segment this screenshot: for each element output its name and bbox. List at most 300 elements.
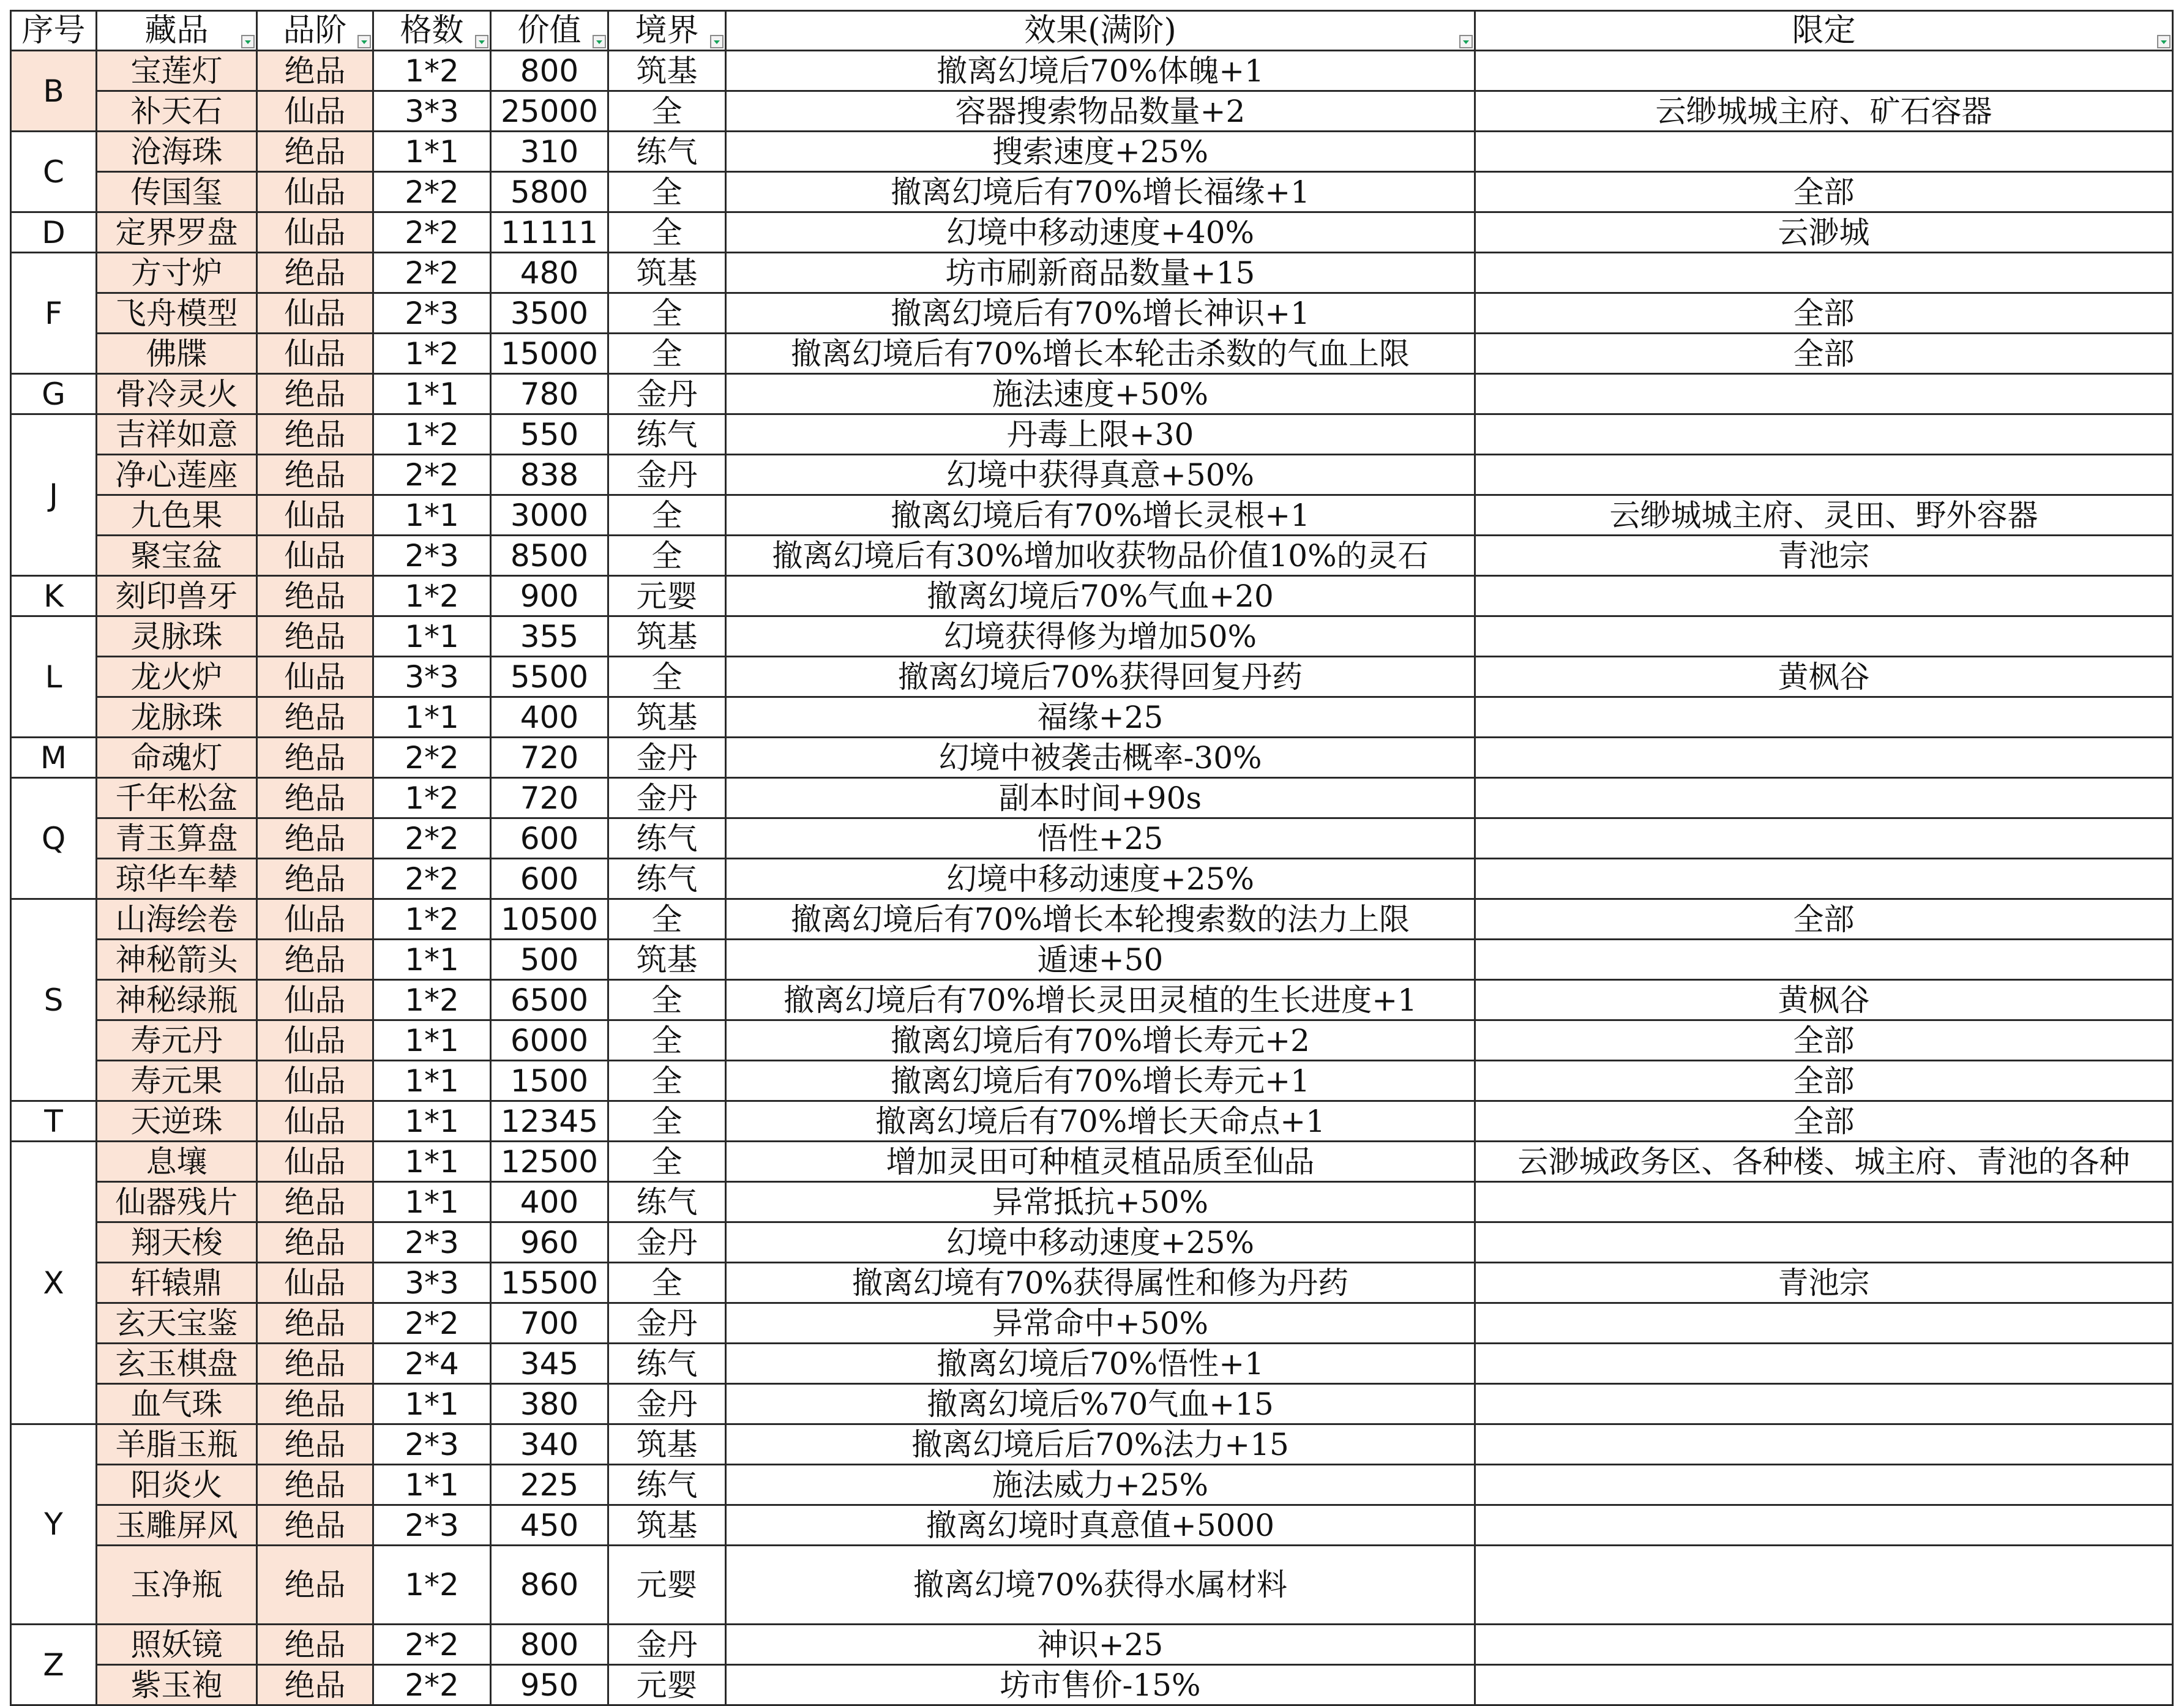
group-letter-cell[interactable]: M [11, 738, 97, 778]
value-cell[interactable]: 900 [491, 576, 608, 616]
realm-cell[interactable]: 全 [608, 212, 726, 253]
item-cell[interactable]: 玄玉棋盘 [97, 1344, 257, 1384]
item-cell[interactable]: 宝莲灯 [97, 51, 257, 91]
group-letter-cell[interactable]: Z [11, 1625, 97, 1705]
group-letter-cell[interactable]: B [11, 51, 97, 132]
value-cell[interactable]: 15500 [491, 1263, 608, 1303]
effect-cell[interactable]: 撤离幻境后有70%增长神识+1 [726, 293, 1475, 334]
column-header-limit[interactable] [1475, 11, 2173, 51]
tier-cell[interactable]: 仙品 [257, 1263, 373, 1303]
effect-cell[interactable]: 幻境中移动速度+25% [726, 859, 1475, 899]
tier-cell[interactable]: 绝品 [257, 1424, 373, 1465]
grid-cell[interactable]: 2*4 [373, 1344, 491, 1384]
group-letter-cell[interactable]: J [11, 414, 97, 576]
grid-cell[interactable]: 1*2 [373, 1546, 491, 1625]
value-cell[interactable]: 340 [491, 1424, 608, 1465]
grid-cell[interactable]: 2*2 [373, 1303, 491, 1344]
value-cell[interactable]: 225 [491, 1465, 608, 1505]
tier-cell[interactable]: 绝品 [257, 1344, 373, 1384]
grid-cell[interactable]: 1*1 [373, 616, 491, 657]
limit-cell[interactable] [1475, 374, 2173, 414]
group-letter-cell[interactable]: Y [11, 1424, 97, 1625]
effect-cell[interactable]: 搜索速度+25% [726, 132, 1475, 172]
grid-cell[interactable]: 3*3 [373, 91, 491, 132]
value-cell[interactable]: 600 [491, 859, 608, 899]
item-cell[interactable]: 玉净瓶 [97, 1546, 257, 1625]
effect-cell[interactable]: 副本时间+90s [726, 778, 1475, 818]
value-cell[interactable]: 400 [491, 697, 608, 738]
value-cell[interactable]: 3500 [491, 293, 608, 334]
item-cell[interactable]: 紫玉袍 [97, 1665, 257, 1705]
limit-cell[interactable] [1475, 697, 2173, 738]
realm-cell[interactable]: 练气 [608, 859, 726, 899]
limit-cell[interactable] [1475, 940, 2173, 980]
effect-cell[interactable]: 坊市售价-15% [726, 1665, 1475, 1705]
value-cell[interactable]: 780 [491, 374, 608, 414]
item-cell[interactable]: 玄天宝鉴 [97, 1303, 257, 1344]
grid-cell[interactable]: 2*3 [373, 1424, 491, 1465]
grid-cell[interactable]: 2*3 [373, 536, 491, 576]
item-cell[interactable]: 补天石 [97, 91, 257, 132]
item-cell[interactable]: 定界罗盘 [97, 212, 257, 253]
realm-cell[interactable]: 全 [608, 172, 726, 212]
value-cell[interactable]: 5800 [491, 172, 608, 212]
realm-cell[interactable]: 练气 [608, 132, 726, 172]
realm-cell[interactable]: 筑基 [608, 1505, 726, 1546]
value-cell[interactable]: 345 [491, 1344, 608, 1384]
group-letter-cell[interactable]: T [11, 1101, 97, 1142]
effect-cell[interactable]: 撤离幻境后有70%增长本轮搜索数的法力上限 [726, 899, 1475, 940]
tier-cell[interactable]: 绝品 [257, 576, 373, 616]
tier-cell[interactable]: 仙品 [257, 293, 373, 334]
grid-cell[interactable]: 2*2 [373, 738, 491, 778]
value-cell[interactable]: 500 [491, 940, 608, 980]
item-cell[interactable]: 吉祥如意 [97, 414, 257, 455]
group-letter-cell[interactable]: X [11, 1142, 97, 1424]
value-cell[interactable]: 10500 [491, 899, 608, 940]
limit-cell[interactable]: 全部 [1475, 1061, 2173, 1101]
effect-cell[interactable]: 幻境获得修为增加50% [726, 616, 1475, 657]
column-header-tier[interactable] [257, 11, 373, 51]
realm-cell[interactable]: 筑基 [608, 697, 726, 738]
filter-dropdown-icon[interactable] [357, 35, 371, 48]
realm-cell[interactable]: 金丹 [608, 1303, 726, 1344]
item-cell[interactable]: 羊脂玉瓶 [97, 1424, 257, 1465]
filter-dropdown-icon[interactable] [593, 35, 606, 48]
realm-cell[interactable]: 全 [608, 293, 726, 334]
column-header-item[interactable] [97, 11, 257, 51]
limit-cell[interactable]: 全部 [1475, 172, 2173, 212]
item-cell[interactable]: 刻印兽牙 [97, 576, 257, 616]
tier-cell[interactable]: 仙品 [257, 899, 373, 940]
limit-cell[interactable]: 云渺城 [1475, 212, 2173, 253]
grid-cell[interactable]: 3*3 [373, 1263, 491, 1303]
value-cell[interactable]: 860 [491, 1546, 608, 1625]
filter-dropdown-icon[interactable] [2157, 35, 2171, 48]
item-cell[interactable]: 翔天梭 [97, 1222, 257, 1263]
limit-cell[interactable]: 青池宗 [1475, 1263, 2173, 1303]
tier-cell[interactable]: 绝品 [257, 1303, 373, 1344]
tier-cell[interactable]: 绝品 [257, 697, 373, 738]
item-cell[interactable]: 玉雕屏风 [97, 1505, 257, 1546]
tier-cell[interactable]: 绝品 [257, 940, 373, 980]
effect-cell[interactable]: 撤离幻境后70%气血+20 [726, 576, 1475, 616]
item-cell[interactable]: 仙器残片 [97, 1182, 257, 1222]
item-cell[interactable]: 飞舟模型 [97, 293, 257, 334]
value-cell[interactable]: 700 [491, 1303, 608, 1344]
limit-cell[interactable]: 全部 [1475, 334, 2173, 374]
realm-cell[interactable]: 元婴 [608, 1665, 726, 1705]
effect-cell[interactable]: 撤离幻境后有70%增长天命点+1 [726, 1101, 1475, 1142]
value-cell[interactable]: 960 [491, 1222, 608, 1263]
effect-cell[interactable]: 异常命中+50% [726, 1303, 1475, 1344]
effect-cell[interactable]: 悟性+25 [726, 818, 1475, 859]
limit-cell[interactable] [1475, 1344, 2173, 1384]
realm-cell[interactable]: 金丹 [608, 778, 726, 818]
group-letter-cell[interactable]: K [11, 576, 97, 616]
value-cell[interactable]: 310 [491, 132, 608, 172]
item-cell[interactable]: 龙脉珠 [97, 697, 257, 738]
item-cell[interactable]: 灵脉珠 [97, 616, 257, 657]
limit-cell[interactable] [1475, 818, 2173, 859]
limit-cell[interactable]: 全部 [1475, 899, 2173, 940]
effect-cell[interactable]: 异常抵抗+50% [726, 1182, 1475, 1222]
effect-cell[interactable]: 容器搜索物品数量+2 [726, 91, 1475, 132]
realm-cell[interactable]: 全 [608, 334, 726, 374]
value-cell[interactable]: 12345 [491, 1101, 608, 1142]
grid-cell[interactable]: 1*1 [373, 1384, 491, 1424]
tier-cell[interactable]: 绝品 [257, 1505, 373, 1546]
effect-cell[interactable]: 丹毒上限+30 [726, 414, 1475, 455]
effect-cell[interactable]: 撤离幻境后%70气血+15 [726, 1384, 1475, 1424]
realm-cell[interactable]: 全 [608, 495, 726, 536]
tier-cell[interactable]: 绝品 [257, 778, 373, 818]
value-cell[interactable]: 6500 [491, 980, 608, 1020]
limit-cell[interactable] [1475, 1384, 2173, 1424]
limit-cell[interactable] [1475, 253, 2173, 293]
tier-cell[interactable]: 仙品 [257, 1142, 373, 1182]
value-cell[interactable]: 800 [491, 51, 608, 91]
grid-cell[interactable]: 1*2 [373, 899, 491, 940]
limit-cell[interactable] [1475, 1222, 2173, 1263]
item-cell[interactable]: 净心莲座 [97, 455, 257, 495]
value-cell[interactable]: 380 [491, 1384, 608, 1424]
value-cell[interactable]: 1500 [491, 1061, 608, 1101]
limit-cell[interactable] [1475, 1505, 2173, 1546]
value-cell[interactable]: 400 [491, 1182, 608, 1222]
value-cell[interactable]: 3000 [491, 495, 608, 536]
effect-cell[interactable]: 施法速度+50% [726, 374, 1475, 414]
item-cell[interactable]: 传国玺 [97, 172, 257, 212]
grid-cell[interactable]: 1*1 [373, 1020, 491, 1061]
tier-cell[interactable]: 仙品 [257, 172, 373, 212]
limit-cell[interactable] [1475, 1465, 2173, 1505]
item-cell[interactable]: 沧海珠 [97, 132, 257, 172]
realm-cell[interactable]: 全 [608, 899, 726, 940]
item-cell[interactable]: 天逆珠 [97, 1101, 257, 1142]
tier-cell[interactable]: 仙品 [257, 657, 373, 697]
tier-cell[interactable]: 仙品 [257, 980, 373, 1020]
realm-cell[interactable]: 练气 [608, 1465, 726, 1505]
limit-cell[interactable]: 全部 [1475, 1101, 2173, 1142]
grid-cell[interactable]: 1*1 [373, 1465, 491, 1505]
item-cell[interactable]: 佛牒 [97, 334, 257, 374]
effect-cell[interactable]: 撤离幻境后有30%增加收获物品价值10%的灵石 [726, 536, 1475, 576]
tier-cell[interactable]: 绝品 [257, 1546, 373, 1625]
realm-cell[interactable]: 筑基 [608, 940, 726, 980]
tier-cell[interactable]: 绝品 [257, 1465, 373, 1505]
limit-cell[interactable] [1475, 414, 2173, 455]
realm-cell[interactable]: 全 [608, 536, 726, 576]
filter-dropdown-icon[interactable] [1459, 35, 1473, 48]
effect-cell[interactable]: 撤离幻境后70%悟性+1 [726, 1344, 1475, 1384]
grid-cell[interactable]: 2*2 [373, 172, 491, 212]
column-header-grid[interactable] [373, 11, 491, 51]
effect-cell[interactable]: 神识+25 [726, 1625, 1475, 1665]
realm-cell[interactable]: 筑基 [608, 1424, 726, 1465]
value-cell[interactable]: 6000 [491, 1020, 608, 1061]
realm-cell[interactable]: 全 [608, 1101, 726, 1142]
item-cell[interactable]: 轩辕鼎 [97, 1263, 257, 1303]
value-cell[interactable]: 25000 [491, 91, 608, 132]
effect-cell[interactable]: 幻境中移动速度+25% [726, 1222, 1475, 1263]
grid-cell[interactable]: 2*2 [373, 1625, 491, 1665]
realm-cell[interactable]: 金丹 [608, 1625, 726, 1665]
item-cell[interactable]: 琼华车辇 [97, 859, 257, 899]
limit-cell[interactable] [1475, 132, 2173, 172]
limit-cell[interactable] [1475, 1424, 2173, 1465]
value-cell[interactable]: 550 [491, 414, 608, 455]
value-cell[interactable]: 838 [491, 455, 608, 495]
grid-cell[interactable]: 2*2 [373, 1665, 491, 1705]
limit-cell[interactable] [1475, 1182, 2173, 1222]
grid-cell[interactable]: 1*2 [373, 51, 491, 91]
effect-cell[interactable]: 施法威力+25% [726, 1465, 1475, 1505]
effect-cell[interactable]: 福缘+25 [726, 697, 1475, 738]
tier-cell[interactable]: 仙品 [257, 212, 373, 253]
tier-cell[interactable]: 绝品 [257, 1665, 373, 1705]
realm-cell[interactable]: 金丹 [608, 455, 726, 495]
item-cell[interactable]: 神秘箭头 [97, 940, 257, 980]
item-cell[interactable]: 方寸炉 [97, 253, 257, 293]
tier-cell[interactable]: 绝品 [257, 132, 373, 172]
group-letter-cell[interactable]: C [11, 132, 97, 212]
realm-cell[interactable]: 金丹 [608, 374, 726, 414]
realm-cell[interactable]: 全 [608, 1263, 726, 1303]
value-cell[interactable]: 720 [491, 778, 608, 818]
value-cell[interactable]: 800 [491, 1625, 608, 1665]
realm-cell[interactable]: 全 [608, 1020, 726, 1061]
grid-cell[interactable]: 2*3 [373, 1505, 491, 1546]
limit-cell[interactable]: 云缈城城主府、灵田、野外容器 [1475, 495, 2173, 536]
grid-cell[interactable]: 2*2 [373, 818, 491, 859]
effect-cell[interactable]: 撤离幻境后有70%增长寿元+1 [726, 1061, 1475, 1101]
realm-cell[interactable]: 筑基 [608, 51, 726, 91]
grid-cell[interactable]: 1*2 [373, 778, 491, 818]
tier-cell[interactable]: 绝品 [257, 1384, 373, 1424]
grid-cell[interactable]: 1*2 [373, 980, 491, 1020]
grid-cell[interactable]: 1*1 [373, 132, 491, 172]
item-cell[interactable]: 九色果 [97, 495, 257, 536]
grid-cell[interactable]: 1*1 [373, 495, 491, 536]
grid-cell[interactable]: 1*1 [373, 374, 491, 414]
item-cell[interactable]: 血气珠 [97, 1384, 257, 1424]
effect-cell[interactable]: 坊市刷新商品数量+15 [726, 253, 1475, 293]
item-cell[interactable]: 千年松盆 [97, 778, 257, 818]
limit-cell[interactable]: 全部 [1475, 293, 2173, 334]
tier-cell[interactable]: 仙品 [257, 91, 373, 132]
tier-cell[interactable]: 绝品 [257, 455, 373, 495]
tier-cell[interactable]: 绝品 [257, 51, 373, 91]
effect-cell[interactable]: 遁速+50 [726, 940, 1475, 980]
value-cell[interactable]: 8500 [491, 536, 608, 576]
tier-cell[interactable]: 仙品 [257, 1020, 373, 1061]
grid-cell[interactable]: 2*2 [373, 212, 491, 253]
tier-cell[interactable]: 仙品 [257, 334, 373, 374]
item-cell[interactable]: 寿元丹 [97, 1020, 257, 1061]
filter-dropdown-icon[interactable] [710, 35, 724, 48]
grid-cell[interactable]: 1*1 [373, 1061, 491, 1101]
item-cell[interactable]: 青玉算盘 [97, 818, 257, 859]
tier-cell[interactable]: 仙品 [257, 495, 373, 536]
realm-cell[interactable]: 全 [608, 91, 726, 132]
value-cell[interactable]: 950 [491, 1665, 608, 1705]
limit-cell[interactable] [1475, 51, 2173, 91]
item-cell[interactable]: 命魂灯 [97, 738, 257, 778]
effect-cell[interactable]: 撤离幻境70%获得水属材料 [726, 1546, 1475, 1625]
item-cell[interactable]: 照妖镜 [97, 1625, 257, 1665]
filter-dropdown-icon[interactable] [241, 35, 255, 48]
limit-cell[interactable] [1475, 859, 2173, 899]
tier-cell[interactable]: 仙品 [257, 1061, 373, 1101]
effect-cell[interactable]: 撤离幻境后有70%增长福缘+1 [726, 172, 1475, 212]
effect-cell[interactable]: 撤离幻境后有70%增长本轮击杀数的气血上限 [726, 334, 1475, 374]
column-header-effect[interactable] [726, 11, 1475, 51]
limit-cell[interactable]: 云渺城政务区、各种楼、城主府、青池的各种 [1475, 1142, 2173, 1182]
effect-cell[interactable]: 撤离幻境后后70%法力+15 [726, 1424, 1475, 1465]
limit-cell[interactable]: 云缈城城主府、矿石容器 [1475, 91, 2173, 132]
effect-cell[interactable]: 撤离幻境后70%体魄+1 [726, 51, 1475, 91]
limit-cell[interactable] [1475, 1303, 2173, 1344]
effect-cell[interactable]: 幻境中移动速度+40% [726, 212, 1475, 253]
realm-cell[interactable]: 练气 [608, 818, 726, 859]
grid-cell[interactable]: 2*3 [373, 293, 491, 334]
value-cell[interactable]: 355 [491, 616, 608, 657]
group-letter-cell[interactable]: S [11, 899, 97, 1101]
effect-cell[interactable]: 幻境中被袭击概率-30% [726, 738, 1475, 778]
value-cell[interactable]: 11111 [491, 212, 608, 253]
value-cell[interactable]: 15000 [491, 334, 608, 374]
effect-cell[interactable]: 撤离幻境后有70%增长寿元+2 [726, 1020, 1475, 1061]
item-cell[interactable]: 骨冷灵火 [97, 374, 257, 414]
realm-cell[interactable]: 练气 [608, 1182, 726, 1222]
grid-cell[interactable]: 1*1 [373, 1142, 491, 1182]
tier-cell[interactable]: 绝品 [257, 1222, 373, 1263]
tier-cell[interactable]: 仙品 [257, 536, 373, 576]
realm-cell[interactable]: 金丹 [608, 1384, 726, 1424]
effect-cell[interactable]: 撤离幻境后有70%增长灵田灵植的生长进度+1 [726, 980, 1475, 1020]
limit-cell[interactable] [1475, 616, 2173, 657]
limit-cell[interactable]: 黄枫谷 [1475, 980, 2173, 1020]
value-cell[interactable]: 12500 [491, 1142, 608, 1182]
grid-cell[interactable]: 1*1 [373, 940, 491, 980]
realm-cell[interactable]: 元婴 [608, 576, 726, 616]
value-cell[interactable]: 480 [491, 253, 608, 293]
grid-cell[interactable]: 3*3 [373, 657, 491, 697]
realm-cell[interactable]: 元婴 [608, 1546, 726, 1625]
tier-cell[interactable]: 绝品 [257, 1182, 373, 1222]
column-header-realm[interactable] [608, 11, 726, 51]
value-cell[interactable]: 720 [491, 738, 608, 778]
value-cell[interactable]: 5500 [491, 657, 608, 697]
tier-cell[interactable]: 仙品 [257, 1101, 373, 1142]
value-cell[interactable]: 600 [491, 818, 608, 859]
realm-cell[interactable]: 全 [608, 1142, 726, 1182]
grid-cell[interactable]: 2*2 [373, 455, 491, 495]
item-cell[interactable]: 聚宝盆 [97, 536, 257, 576]
realm-cell[interactable]: 金丹 [608, 1222, 726, 1263]
grid-cell[interactable]: 1*2 [373, 414, 491, 455]
item-cell[interactable]: 龙火炉 [97, 657, 257, 697]
column-header-value[interactable] [491, 11, 608, 51]
limit-cell[interactable] [1475, 1546, 2173, 1625]
group-letter-cell[interactable]: F [11, 253, 97, 374]
limit-cell[interactable] [1475, 738, 2173, 778]
group-letter-cell[interactable]: Q [11, 778, 97, 899]
tier-cell[interactable]: 绝品 [257, 818, 373, 859]
group-letter-cell[interactable]: L [11, 616, 97, 738]
effect-cell[interactable]: 撤离幻境时真意值+5000 [726, 1505, 1475, 1546]
grid-cell[interactable]: 2*2 [373, 253, 491, 293]
tier-cell[interactable]: 绝品 [257, 414, 373, 455]
effect-cell[interactable]: 撤离幻境有70%获得属性和修为丹药 [726, 1263, 1475, 1303]
limit-cell[interactable] [1475, 1625, 2173, 1665]
grid-cell[interactable]: 1*1 [373, 1101, 491, 1142]
limit-cell[interactable] [1475, 576, 2173, 616]
realm-cell[interactable]: 练气 [608, 414, 726, 455]
tier-cell[interactable]: 绝品 [257, 616, 373, 657]
realm-cell[interactable]: 筑基 [608, 253, 726, 293]
effect-cell[interactable]: 撤离幻境后有70%增长灵根+1 [726, 495, 1475, 536]
limit-cell[interactable] [1475, 455, 2173, 495]
tier-cell[interactable]: 绝品 [257, 738, 373, 778]
tier-cell[interactable]: 绝品 [257, 1625, 373, 1665]
group-letter-cell[interactable]: D [11, 212, 97, 253]
limit-cell[interactable] [1475, 778, 2173, 818]
grid-cell[interactable]: 2*3 [373, 1222, 491, 1263]
tier-cell[interactable]: 绝品 [257, 859, 373, 899]
value-cell[interactable]: 450 [491, 1505, 608, 1546]
effect-cell[interactable]: 增加灵田可种植灵植品质至仙品 [726, 1142, 1475, 1182]
group-letter-cell[interactable]: G [11, 374, 97, 414]
realm-cell[interactable]: 全 [608, 980, 726, 1020]
tier-cell[interactable]: 绝品 [257, 253, 373, 293]
item-cell[interactable]: 息壤 [97, 1142, 257, 1182]
limit-cell[interactable]: 黄枫谷 [1475, 657, 2173, 697]
effect-cell[interactable]: 幻境中获得真意+50% [726, 455, 1475, 495]
column-header-index[interactable] [11, 11, 97, 51]
realm-cell[interactable]: 全 [608, 657, 726, 697]
limit-cell[interactable]: 青池宗 [1475, 536, 2173, 576]
item-cell[interactable]: 阳炎火 [97, 1465, 257, 1505]
item-cell[interactable]: 山海绘卷 [97, 899, 257, 940]
tier-cell[interactable]: 绝品 [257, 374, 373, 414]
item-cell[interactable]: 神秘绿瓶 [97, 980, 257, 1020]
grid-cell[interactable]: 1*2 [373, 334, 491, 374]
filter-dropdown-icon[interactable] [475, 35, 488, 48]
limit-cell[interactable]: 全部 [1475, 1020, 2173, 1061]
realm-cell[interactable]: 全 [608, 1061, 726, 1101]
